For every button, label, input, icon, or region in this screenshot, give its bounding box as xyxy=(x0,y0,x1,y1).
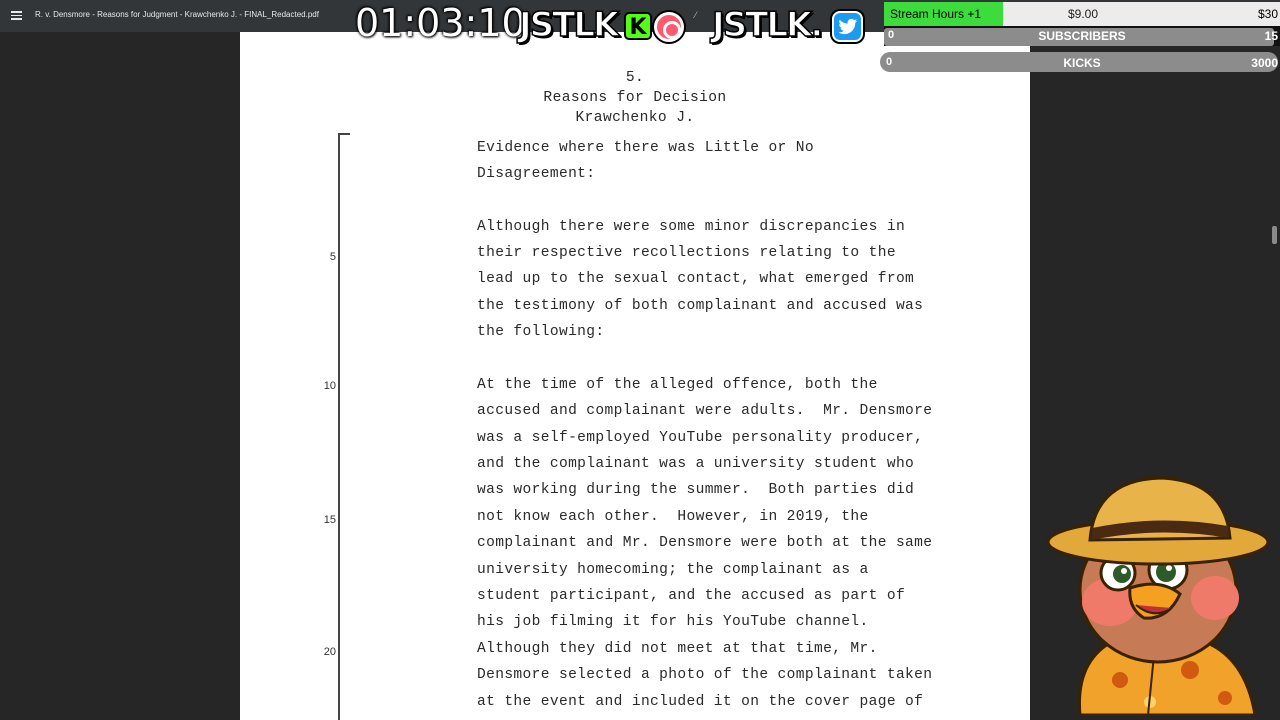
pdf-page xyxy=(240,32,1030,720)
brand-logo-twitter: JSTLK. xyxy=(712,5,822,45)
body-text-line: university homecoming; the complainant as a xyxy=(477,562,869,578)
body-text-line: their respective recollections relating to the xyxy=(477,245,896,261)
page-number: 5. xyxy=(625,70,645,86)
line-number: 20 xyxy=(323,646,336,658)
body-text-line: lead up to the sexual contact, what emerged from xyxy=(477,271,915,287)
record-icon xyxy=(654,12,684,42)
section-heading-line: Evidence where there was Little or No xyxy=(477,140,814,156)
hamburger-menu-icon[interactable] xyxy=(11,11,22,20)
kick-logo-icon: K xyxy=(624,12,652,40)
body-text-line: Although they did not meet at that time, Mr. xyxy=(477,641,878,657)
brand-logo-kick: JSTLK xyxy=(519,5,618,45)
line-number: 15 xyxy=(323,514,336,526)
scrollbar-thumb[interactable] xyxy=(1272,226,1277,244)
twitter-bird-icon xyxy=(832,11,863,42)
body-text-line: not know each other. However, in 2019, the xyxy=(477,509,869,525)
kicks-label: KICKS xyxy=(1063,56,1101,70)
body-text-line: was a self-employed YouTube personality producer, xyxy=(477,430,924,446)
kicks-current: 0 xyxy=(886,56,893,68)
body-text-line: student participant, and the accused as part of xyxy=(477,588,906,604)
document-title: R. v. Densmore - Reasons for Judgment - Krawchenko J. - FINAL_Redacted.pdf xyxy=(35,10,319,19)
kicks-max: 3000 xyxy=(1251,56,1278,70)
margin-rule-tick xyxy=(338,133,350,135)
line-number: 10 xyxy=(323,380,336,392)
page-judge: Krawchenko J. xyxy=(575,110,695,126)
body-text-line: Although there were some minor discrepancies in xyxy=(477,219,906,235)
stream-hours-label: Stream Hours +1 xyxy=(890,7,982,21)
body-text-line: his job filming it for his YouTube channel. xyxy=(477,614,869,630)
kicks-goal xyxy=(884,50,1280,74)
body-text-line: At the time of the alleged offence, both the xyxy=(477,377,878,393)
line-number: 5 xyxy=(329,251,336,263)
body-text-line: complainant and Mr. Densmore were both at the same xyxy=(477,535,933,551)
separator-icon: ⁄ xyxy=(695,10,697,20)
stream-hours-current: $9.00 xyxy=(1068,7,1099,21)
margin-rule xyxy=(338,133,340,720)
body-text-line: Densmore selected a photo of the complainant taken xyxy=(477,667,933,683)
body-text-line: was working during the summer. Both parties did xyxy=(477,482,915,498)
body-text-line: and the complainant was a university student who xyxy=(477,456,915,472)
page-heading: Reasons for Decision xyxy=(543,90,727,106)
stream-hours-goal xyxy=(884,2,1280,26)
subscribers-goal xyxy=(884,26,1280,46)
body-text-line: the testimony of both complainant and accused was xyxy=(477,298,924,314)
body-text-line: the following: xyxy=(477,324,605,340)
subscribers-current: 0 xyxy=(888,29,895,41)
subscribers-max: 15 xyxy=(1264,29,1278,43)
parrot-mascot-avatar xyxy=(1040,470,1270,715)
section-heading-line: Disagreement: xyxy=(477,166,596,182)
stream-hours-max: $30 xyxy=(1257,7,1278,21)
subscribers-label: SUBSCRIBERS xyxy=(1038,29,1126,43)
body-text-line: accused and complainant were adults. Mr. Densmore xyxy=(477,403,933,419)
body-text-line: at the event and included it on the cover page of xyxy=(477,694,924,710)
stream-timer: 01:03:10 xyxy=(355,1,526,45)
